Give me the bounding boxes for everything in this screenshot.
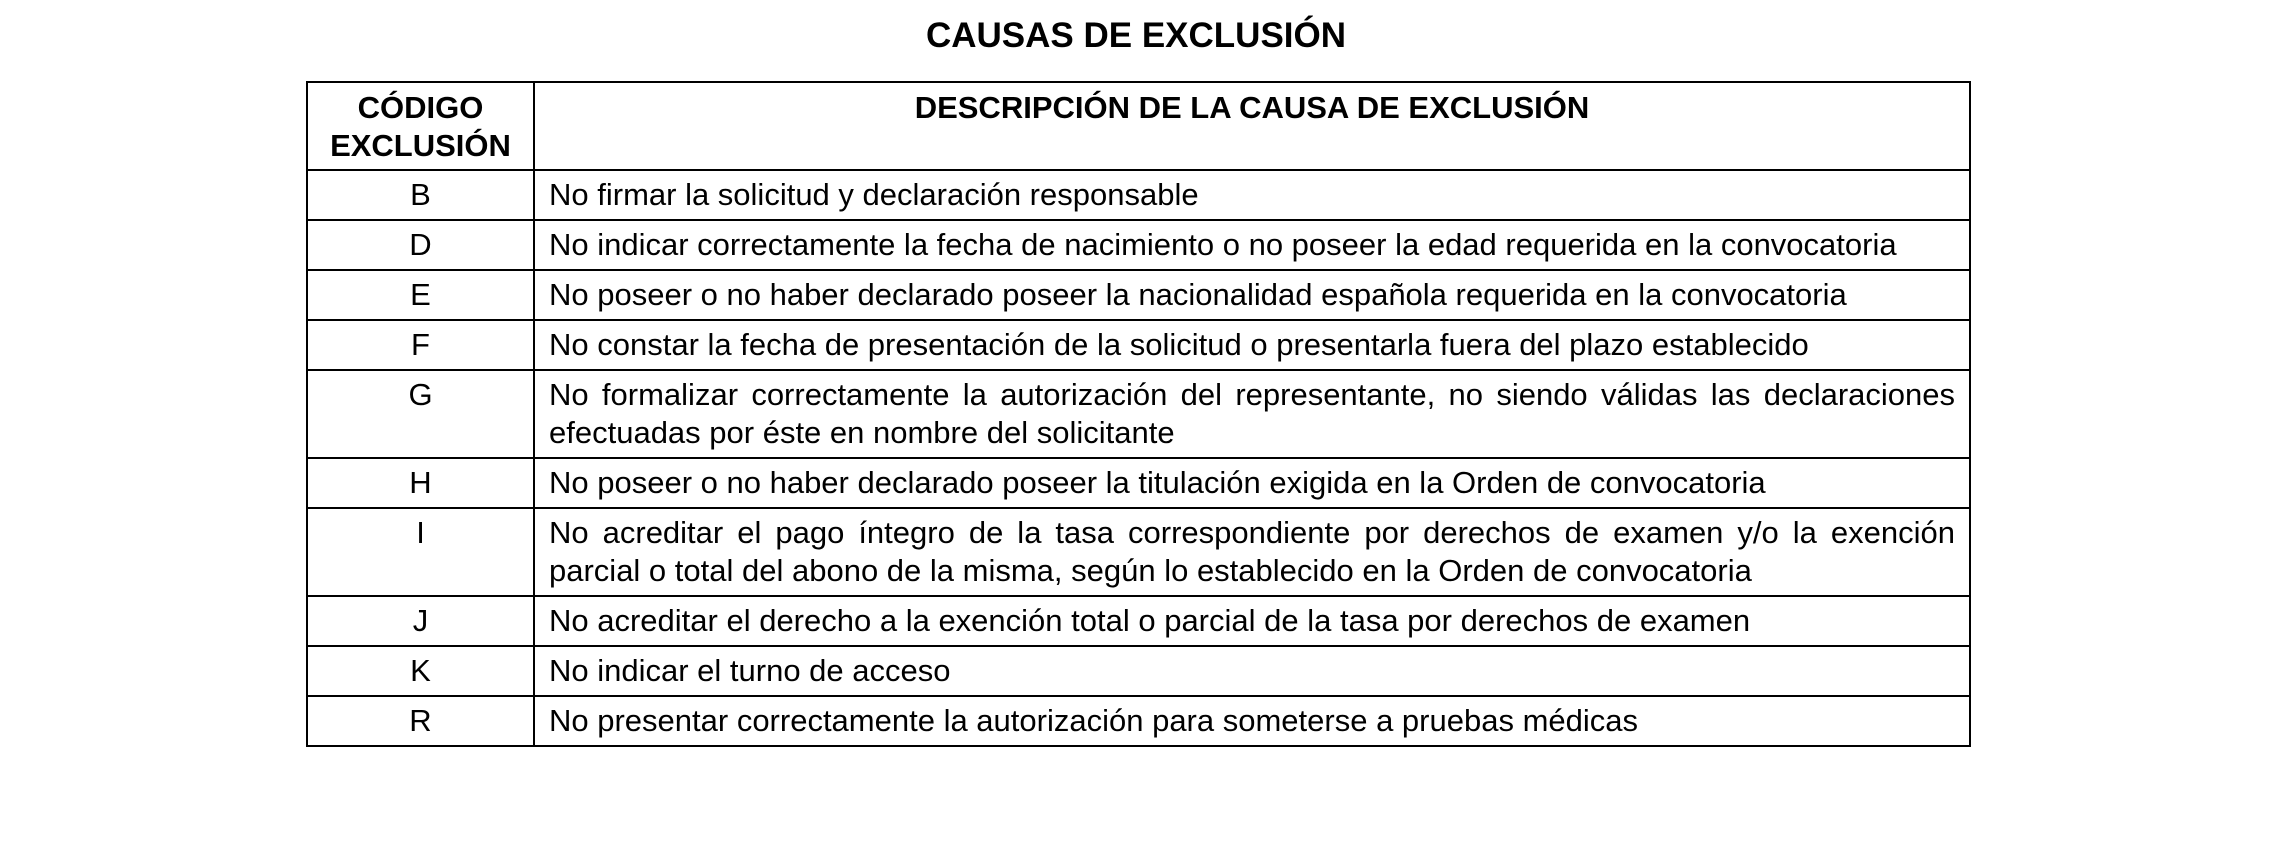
- exclusion-code: K: [307, 646, 534, 696]
- table-row: [307, 508, 1970, 596]
- table-row: [307, 270, 1970, 320]
- exclusion-description: No formalizar correctamente la autorización del representante, no siendo válidas las declaraciones efectuadas por éste en nombre del solicitante: [534, 370, 1970, 458]
- header-code: CÓDIGO EXCLUSIÓN: [307, 82, 534, 170]
- table-row: [307, 220, 1970, 270]
- exclusion-code: E: [307, 270, 534, 320]
- exclusion-description: No indicar el turno de acceso: [534, 646, 1970, 696]
- exclusion-description: No constar la fecha de presentación de la solicitud o presentarla fuera del plazo establecido: [534, 320, 1970, 370]
- exclusion-description: No firmar la solicitud y declaración responsable: [534, 170, 1970, 220]
- table-row: [307, 646, 1970, 696]
- exclusion-code: F: [307, 320, 534, 370]
- table-row: [307, 320, 1970, 370]
- table-header-row: [307, 82, 1970, 170]
- table-row: [307, 696, 1970, 746]
- exclusion-description: No poseer o no haber declarado poseer la nacionalidad española requerida en la convocatoria: [534, 270, 1970, 320]
- exclusion-causes-table: [306, 81, 1971, 747]
- exclusion-code: G: [307, 370, 534, 458]
- table-row: [307, 458, 1970, 508]
- exclusion-code: I: [307, 508, 534, 596]
- page-title: CAUSAS DE EXCLUSIÓN: [925, 16, 1347, 55]
- table-row: [307, 596, 1970, 646]
- exclusion-description: No indicar correctamente la fecha de nacimiento o no poseer la edad requerida en la convocatoria: [534, 220, 1970, 270]
- exclusion-code: J: [307, 596, 534, 646]
- header-description: DESCRIPCIÓN DE LA CAUSA DE EXCLUSIÓN: [534, 82, 1970, 170]
- exclusion-description: No presentar correctamente la autorización para someterse a pruebas médicas: [534, 696, 1970, 746]
- table-row: [307, 170, 1970, 220]
- exclusion-code: D: [307, 220, 534, 270]
- exclusion-code: B: [307, 170, 534, 220]
- exclusion-code: R: [307, 696, 534, 746]
- exclusion-code: H: [307, 458, 534, 508]
- exclusion-description: No acreditar el pago íntegro de la tasa correspondiente por derechos de examen y/o la exención parcial o total del abono de la misma, según lo establecido en la Orden de convocatoria: [534, 508, 1970, 596]
- exclusion-description: No poseer o no haber declarado poseer la titulación exigida en la Orden de convocatoria: [534, 458, 1970, 508]
- exclusion-description: No acreditar el derecho a la exención total o parcial de la tasa por derechos de examen: [534, 596, 1970, 646]
- table-row: [307, 370, 1970, 458]
